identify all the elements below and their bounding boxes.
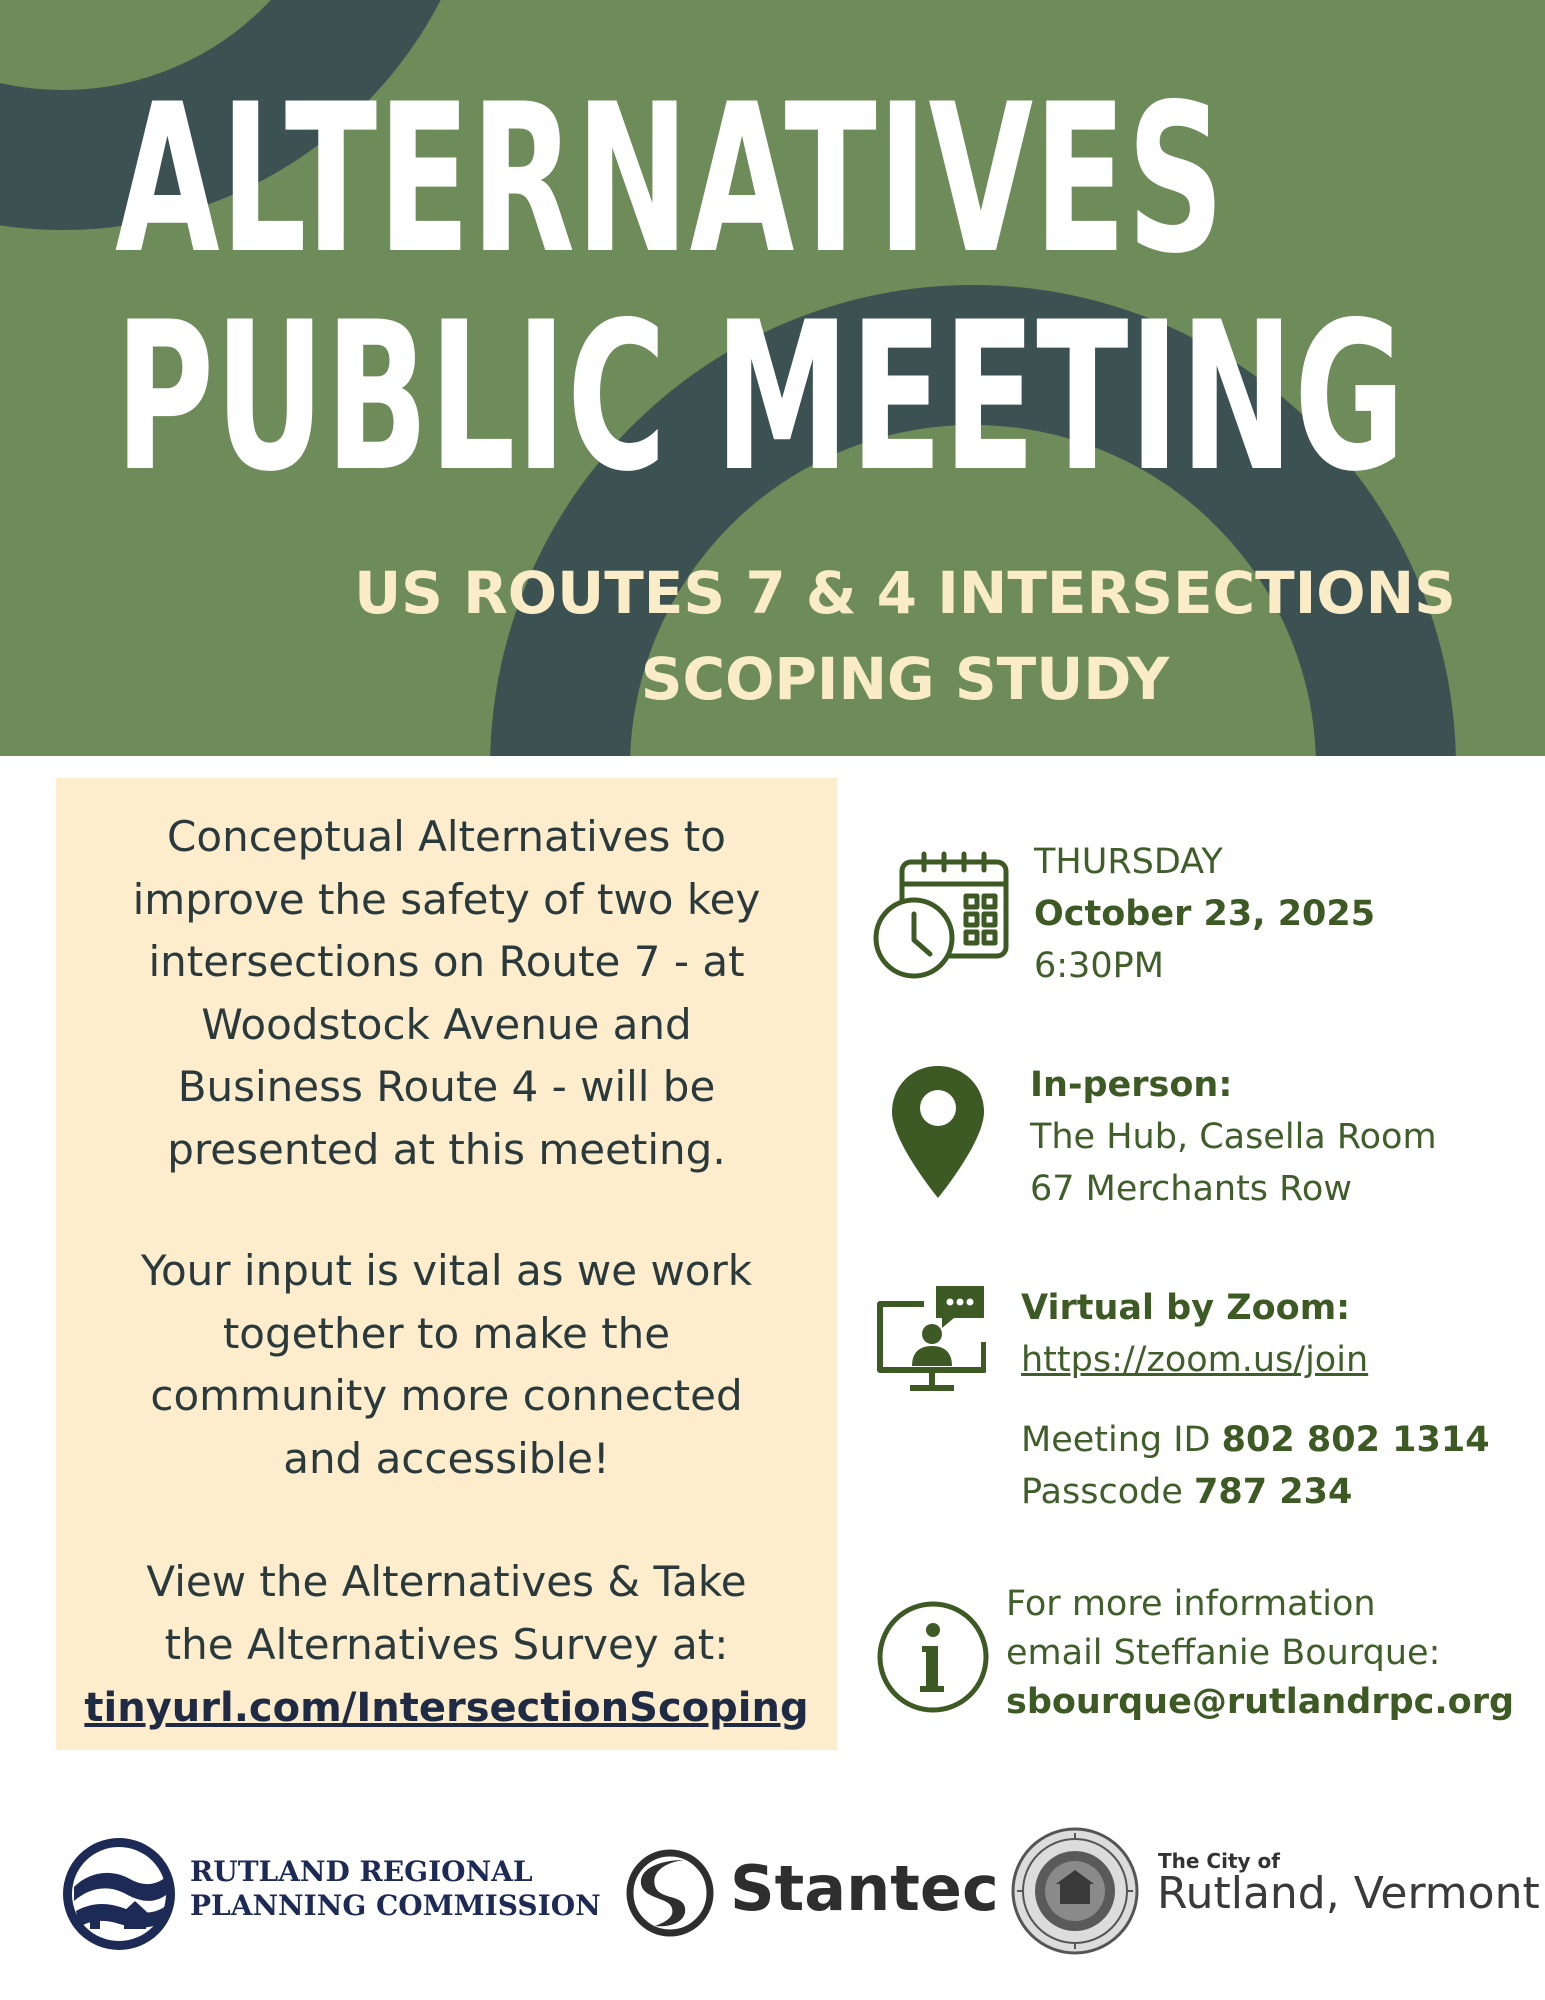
rrpc-line-1: RUTLAND REGIONAL (190, 1855, 533, 1888)
survey-link[interactable]: tinyurl.com/IntersectionScoping (84, 1685, 809, 1731)
description-paragraph-1 (56, 806, 837, 1181)
description-line: community more connected (150, 1371, 743, 1420)
contact-line-2: email Steffanie Bourque: (1006, 1633, 1441, 1673)
date-block (1034, 836, 1375, 992)
description-line: Business Route 4 - will be (177, 1062, 716, 1111)
description-line: Your input is vital as we work (140, 1246, 753, 1295)
virtual-heading: Virtual by Zoom: (1021, 1288, 1351, 1328)
title-line-1: ALTERNATIVES (115, 61, 1226, 299)
video-chat-icon (874, 1284, 986, 1396)
passcode-label: Passcode (1021, 1472, 1183, 1512)
meeting-id-label: Meeting ID (1021, 1420, 1211, 1460)
description-line: the Alternatives Survey at: (164, 1619, 729, 1669)
passcode-row (1021, 1466, 1490, 1518)
stantec-logo-icon (625, 1848, 715, 1938)
rrpc-line-2: PLANNING COMMISSION (190, 1889, 601, 1922)
location-heading: In-person: (1030, 1065, 1233, 1105)
rrpc-logo-icon (60, 1835, 178, 1953)
info-icon (876, 1600, 990, 1714)
description-paragraph-3 (56, 1551, 837, 1740)
contact-line-1: For more information (1006, 1584, 1376, 1624)
description-box (56, 778, 837, 1750)
map-pin-icon (888, 1062, 988, 1202)
meeting-id-row (1021, 1414, 1490, 1466)
description-line: View the Alternatives & Take (146, 1557, 747, 1606)
description-line: intersections on Route 7 - at (148, 937, 745, 986)
location-line-2: 67 Merchants Row (1030, 1169, 1352, 1209)
zoom-link[interactable]: https://zoom.us/join (1021, 1340, 1369, 1380)
city-name-label: Rutland, Vermont (1157, 1868, 1540, 1919)
title-line-2: PUBLIC MEETING (115, 279, 1406, 517)
subtitle-line-1: US ROUTES 7 & 4 INTERSECTIONS (354, 559, 1456, 627)
meeting-id-value: 802 802 1314 (1221, 1420, 1490, 1460)
passcode-value: 787 234 (1194, 1472, 1353, 1512)
description-paragraph-2 (56, 1240, 837, 1490)
meeting-credentials (1021, 1414, 1490, 1518)
description-line: together to make the (222, 1308, 671, 1358)
stantec-logo-text: Stantec (730, 1852, 999, 1925)
contact-block (1006, 1580, 1514, 1727)
city-of-label: The City of (1158, 1849, 1280, 1873)
virtual-block (1021, 1282, 1368, 1386)
description-line: and accessible! (283, 1433, 610, 1483)
meeting-time: 6:30PM (1034, 946, 1164, 986)
description-line: Conceptual Alternatives to (167, 812, 726, 861)
location-line-1: The Hub, Casella Room (1030, 1117, 1437, 1157)
description-line: Woodstock Avenue and (201, 999, 692, 1049)
description-line: improve the safety of two key (132, 874, 761, 924)
city-seal-icon (1010, 1826, 1140, 1956)
description-line: presented at this meeting. (167, 1124, 726, 1174)
meeting-day: THURSDAY (1034, 842, 1223, 882)
rrpc-logo-text (190, 1855, 601, 1923)
subtitle-line-2: SCOPING STUDY (640, 645, 1170, 713)
calendar-clock-icon (872, 850, 1012, 982)
contact-email[interactable]: sbourque@rutlandrpc.org (1006, 1682, 1515, 1722)
meeting-date: October 23, 2025 (1034, 894, 1376, 934)
header-banner (0, 0, 1545, 756)
location-block (1030, 1059, 1437, 1215)
